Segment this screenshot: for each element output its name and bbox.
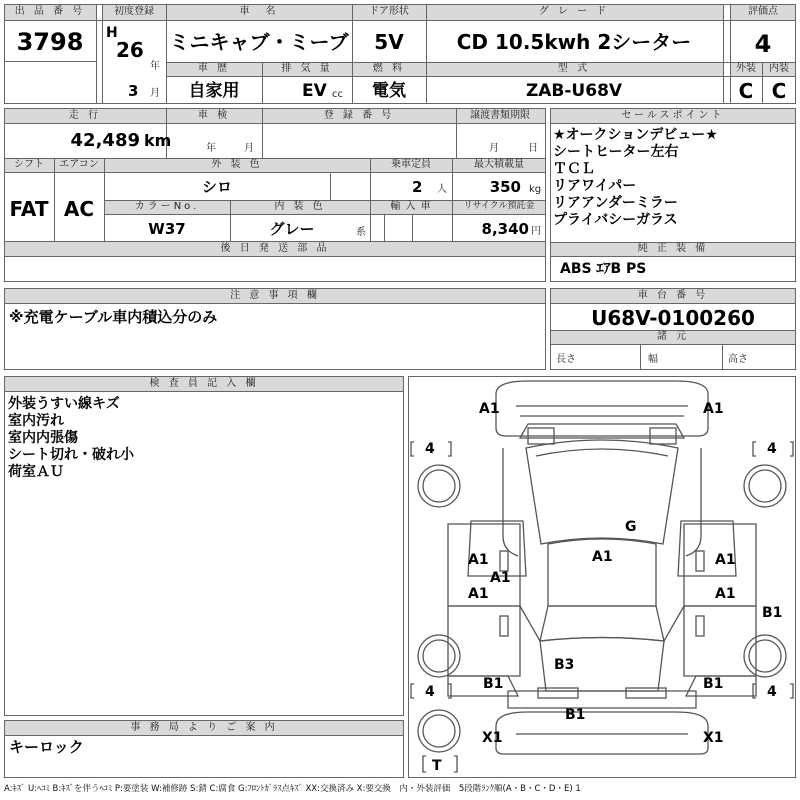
grade-label: グ レ ー ド (538, 6, 610, 17)
fuel: 電気 (372, 81, 406, 101)
specs-label: 諸 元 (656, 331, 690, 342)
sales-point-item: リアアンダーミラー (553, 195, 678, 211)
tire-rear-right-tread: 4 (767, 684, 777, 700)
transfer-month-unit: 月 (489, 143, 499, 154)
model-code: ZAB-U68V (525, 81, 623, 101)
interior-color-label: 内 装 色 (274, 201, 326, 212)
damage-mark-right-rear-door: A1 (715, 586, 736, 602)
vehicle-diagram (408, 376, 796, 778)
inspector-note: 外装うすい線キズ (8, 396, 120, 412)
damage-mark-left-pillar: A1 (490, 570, 511, 586)
displacement-unit: cc (332, 89, 343, 100)
era-letter: H (106, 25, 118, 41)
width-label: 幅 (648, 354, 658, 365)
damage-mark-rear-bumper-left: X1 (482, 730, 503, 746)
interior-grade: C (771, 79, 787, 103)
interior-color-suffix: 系 (356, 227, 366, 238)
inspection-year-unit: 年 (206, 143, 216, 154)
sales-point-item: ★オークションデビュー★ (553, 127, 718, 143)
standard-equipment: ABS ｴｱB PS (560, 261, 647, 277)
grade: CD 10.5kwh 2シーター (456, 30, 692, 54)
spare-tire-label: T (432, 758, 442, 774)
history-label: 車 歴 (197, 63, 231, 74)
tire-rear-left-tread: 4 (425, 684, 435, 700)
history: 自家用 (188, 81, 240, 101)
displacement-label: 排 気 量 (281, 63, 333, 74)
ac: AC (63, 197, 95, 221)
mileage: 42,489 (70, 130, 140, 151)
max-load-label: 最大積載量 (474, 159, 524, 170)
length-label: 長さ (556, 354, 576, 365)
inspector-notes-list (8, 396, 134, 481)
sales-point-item: リアワイパー (553, 178, 637, 194)
legend: A:ｷｽﾞ U:ﾍｺﾐ B:ｷｽﾞを伴うﾍｺﾐ P:要塗装 W:補修跡 S:錆 C:腐食 G:ﾌﾛﾝﾄｶﾞﾗｽ点ｷｽﾞ XX:交換済み X:要交換 内・外装評価 5段階ﾗﾝｸ順(A・B・C・D・E) 1 (4, 784, 581, 794)
max-load: 350 (489, 178, 521, 196)
office-notice-label: 事 務 局 よ り ご 案 内 (130, 722, 278, 733)
inspector-notes-label: 検 査 員 記 入 欄 (149, 378, 259, 389)
sales-points-list (553, 127, 718, 229)
max-load-unit: kg (529, 184, 542, 195)
chassis-number-label: 車 台 番 号 (637, 290, 709, 301)
registration-month: 3 (128, 82, 139, 100)
damage-mark-right-rear-fender: B1 (762, 605, 783, 621)
color-number-label: カラーNo. (134, 201, 200, 212)
damage-mark-left-rear-door: A1 (468, 586, 489, 602)
inspector-note: 室内汚れ (8, 413, 64, 429)
transfer-deadline-label: 譲渡書類期限 (470, 110, 530, 121)
damage-mark-right-rear-quarter: B1 (703, 676, 724, 692)
lot-number-label: 出 品 番 号 (14, 6, 86, 17)
damage-mark-front-bumper-left: A1 (479, 401, 500, 417)
inspection-label: 車 検 (197, 110, 231, 121)
shift-label: シフト (14, 159, 44, 170)
score-label: 評価点 (748, 6, 778, 17)
recycle-deposit-label: リサイクル預託金 (463, 201, 535, 211)
transfer-day-unit: 日 (528, 143, 538, 154)
height-label: 高さ (728, 354, 748, 365)
mileage-label: 走 行 (68, 110, 102, 121)
chassis-number: U68V-0100260 (591, 306, 755, 330)
office-notice: キーロック (9, 738, 84, 756)
year-unit: 年 (150, 61, 160, 72)
notes: ※充電ケーブル車内積込分のみ (9, 308, 218, 326)
exterior-label: 外装 (736, 63, 756, 74)
inspector-note: 荷室ＡＵ (8, 464, 64, 480)
plate-number-label: 登 録 番 号 (323, 110, 395, 121)
recycle-deposit: 8,340 (481, 220, 529, 238)
damage-mark-roof: A1 (592, 549, 613, 565)
car-name: ミニキャブ・ミーブ (169, 30, 349, 54)
notes-label: 注 意 事 項 欄 (230, 290, 320, 301)
model-label: 型 式 (557, 63, 591, 74)
import-label: 輸 入 車 (390, 201, 432, 212)
capacity: 2 (412, 178, 423, 196)
interior-label: 内装 (769, 63, 789, 74)
lot-number: 3798 (16, 28, 84, 56)
inspector-note: 室内内張傷 (8, 430, 78, 446)
damage-mark-front-bumper-right: A1 (703, 401, 724, 417)
door-type-label: ドア形状 (369, 6, 409, 17)
month-unit: 月 (150, 88, 160, 99)
mileage-unit: km (144, 131, 172, 150)
fuel-label: 燃 料 (372, 63, 406, 74)
tire-front-left-tread: 4 (425, 441, 435, 457)
capacity-label: 乗車定員 (391, 159, 431, 170)
later-parts-label: 後 日 発 送 部 品 (220, 243, 330, 254)
car-name-label: 車 名 (239, 6, 279, 17)
registration-year: 26 (116, 38, 144, 62)
sales-point-item: プライバシーガラス (553, 212, 678, 228)
exterior-color-label: 外 装 色 (211, 159, 263, 170)
shift: FAT (9, 197, 49, 221)
recycle-unit: 円 (531, 226, 541, 237)
damage-mark-windshield: G (625, 519, 637, 535)
inspector-note: シート切れ・破れ小 (8, 447, 134, 463)
door-type: 5V (374, 30, 404, 54)
damage-mark-cargo: B3 (554, 657, 575, 673)
ac-label: エアコン (59, 159, 99, 170)
damage-mark-right-front-door: A1 (715, 552, 736, 568)
damage-mark-rear-bumper-right: X1 (703, 730, 724, 746)
interior-color: グレー (269, 220, 315, 238)
damage-mark-left-front-door: A1 (468, 552, 489, 568)
exterior-grade: C (738, 79, 754, 103)
capacity-unit: 人 (437, 184, 447, 195)
first-registration-label: 初度登録 (114, 6, 154, 17)
tire-front-right-tread: 4 (767, 441, 777, 457)
exterior-color: シロ (201, 178, 233, 196)
color-number: W37 (148, 220, 186, 238)
damage-mark-left-rear-quarter: B1 (483, 676, 504, 692)
sales-points-label: セールスポイント (621, 110, 725, 121)
displacement: EV (302, 81, 327, 101)
standard-equipment-label: 純 正 装 備 (637, 243, 709, 254)
sales-point-item: ＴＣＬ (553, 161, 595, 177)
sales-point-item: シートヒーター左右 (553, 144, 679, 160)
score: 4 (754, 30, 772, 58)
inspection-month-unit: 月 (244, 143, 254, 154)
damage-mark-rear-gate: B1 (565, 707, 586, 723)
